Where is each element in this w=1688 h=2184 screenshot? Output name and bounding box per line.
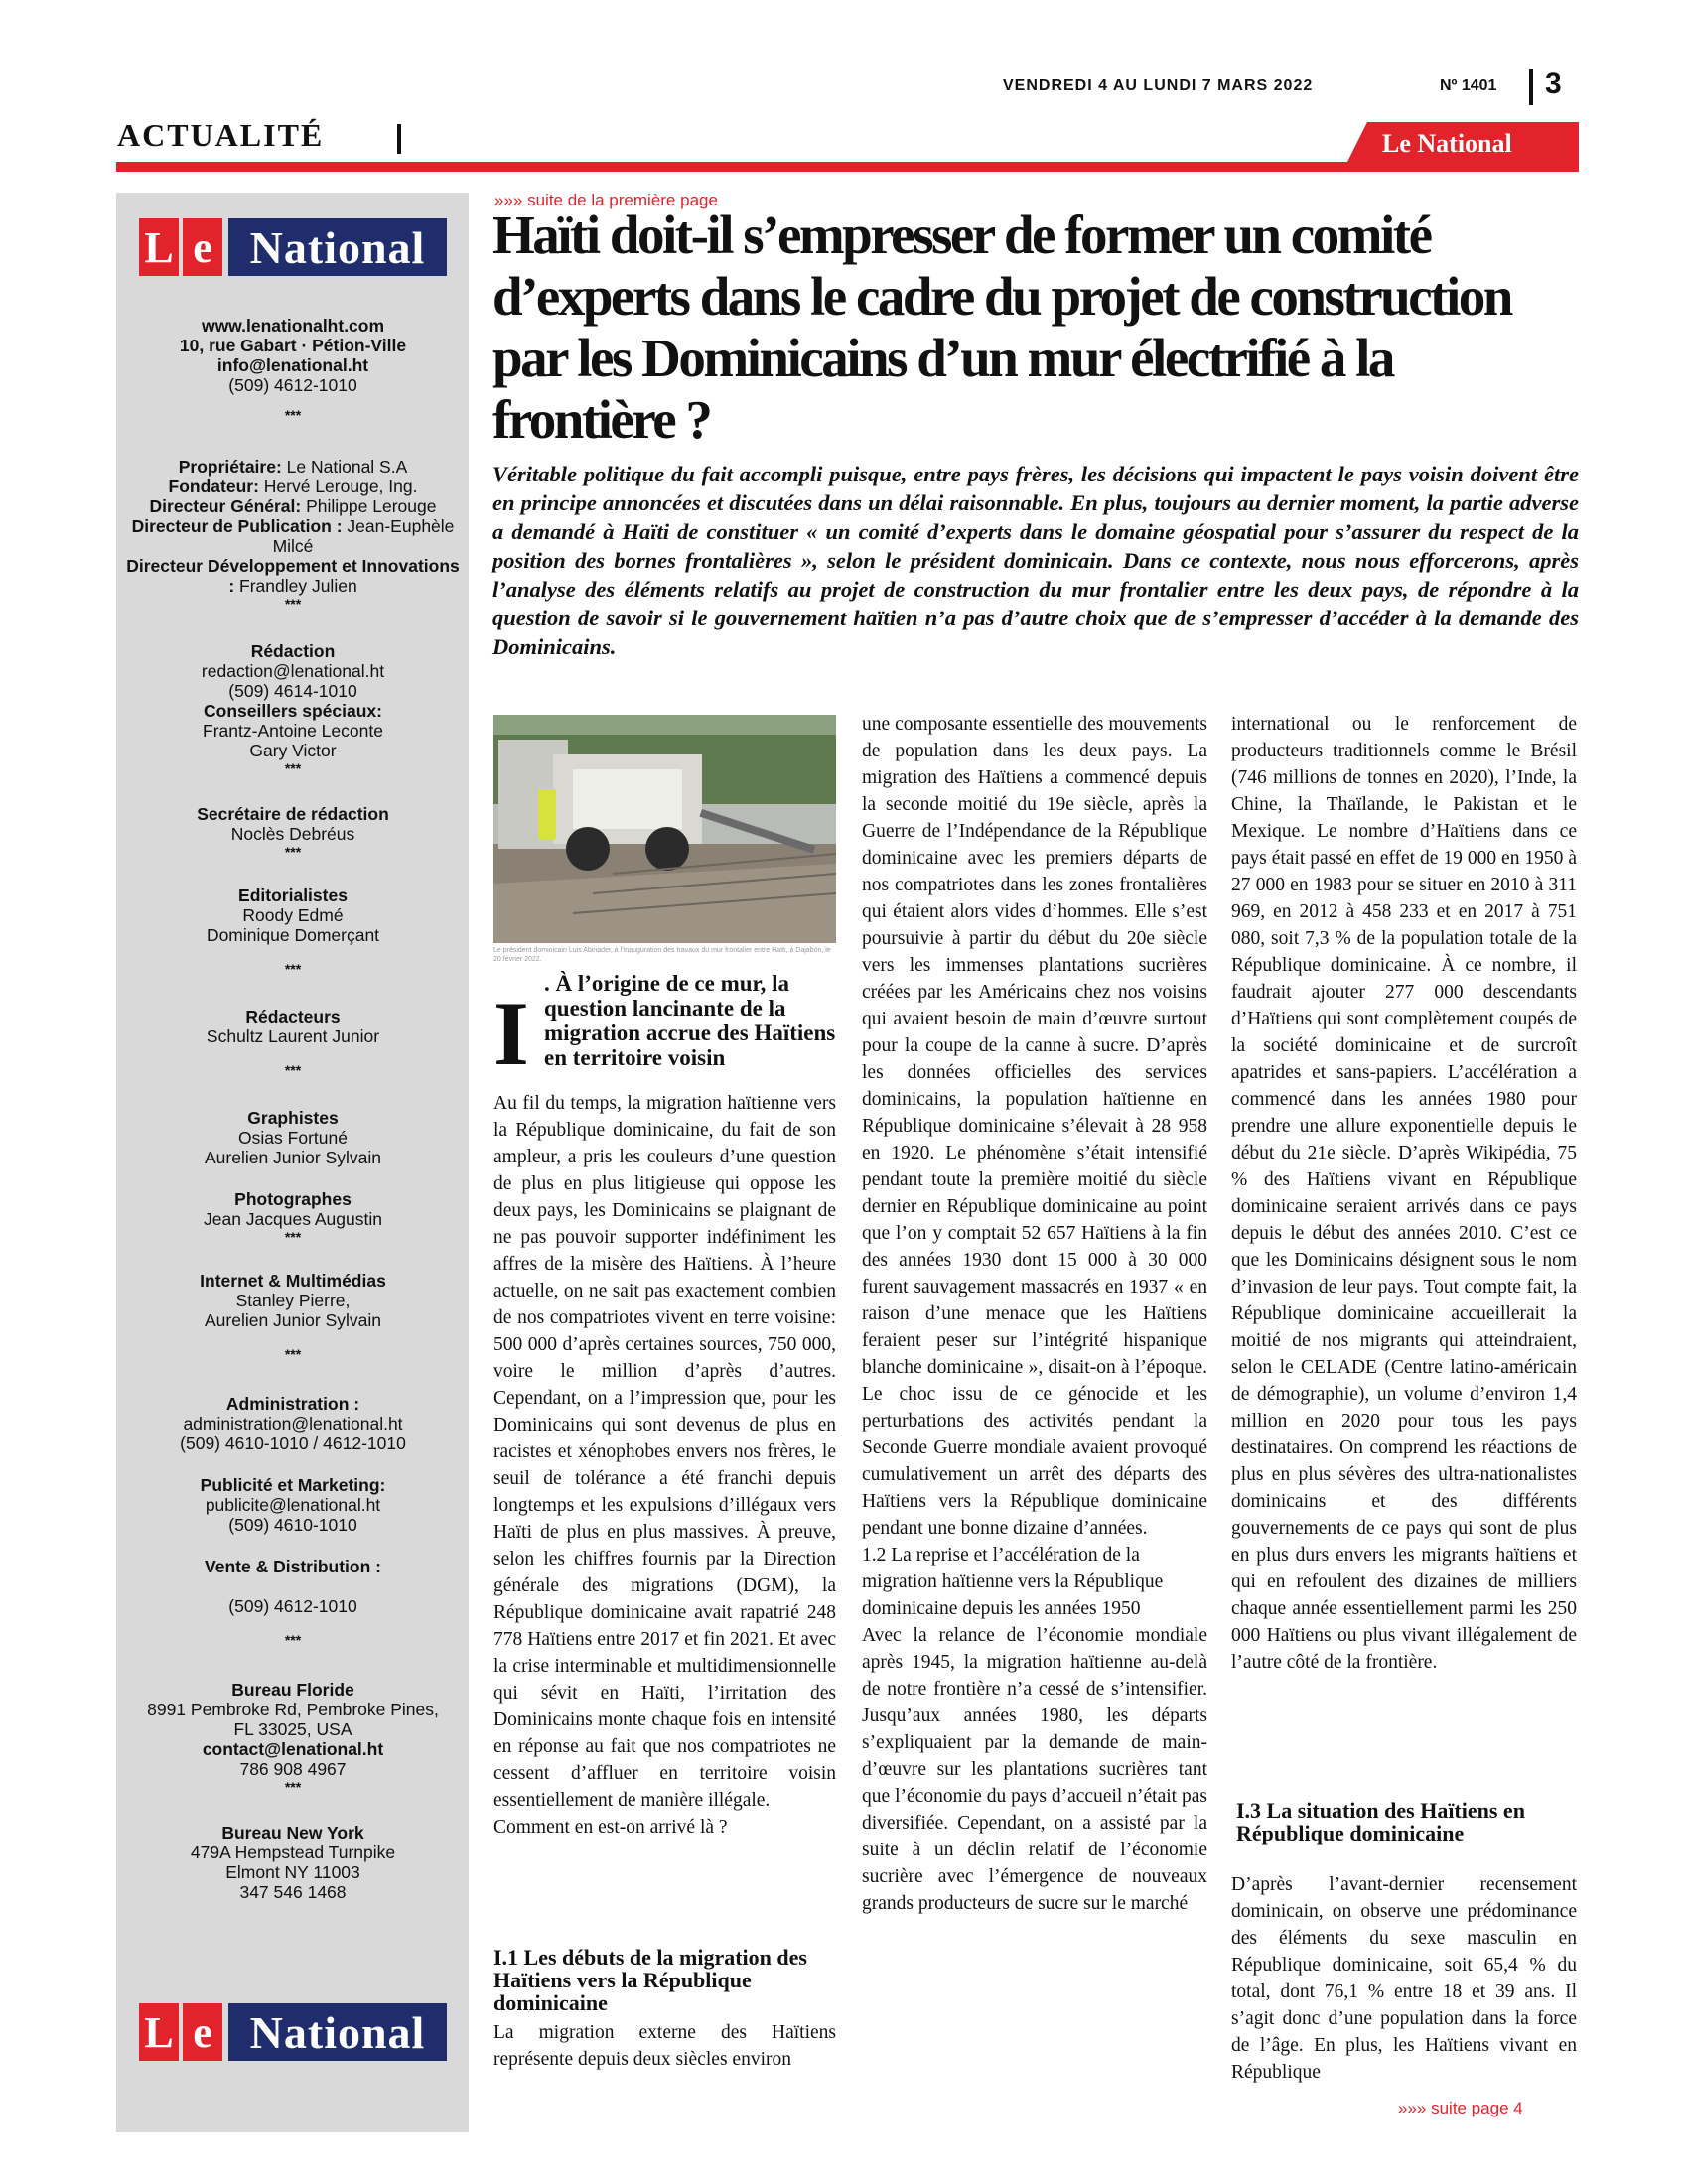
editorialistes-label: Editorialistes [238,886,348,905]
logo-letter-l: L [139,218,179,276]
separator: *** [284,1229,302,1245]
article-photo [493,715,836,943]
ny-address: Elmont NY 11003 [225,1862,360,1882]
administration-phone: (509) 4610-1010 / 4612-1010 [180,1433,406,1453]
ny-phone: 347 546 1468 [239,1882,347,1902]
separator: *** [284,961,302,977]
editorialiste-name: Dominique Domerçant [206,925,380,945]
fondateur-label: Fondateur: [168,477,259,496]
ny-label: Bureau New York [221,1823,364,1843]
photographes-label: Photographes [234,1189,352,1209]
staff-block [124,457,462,612]
website-url: www.lenationalht.com [201,316,385,336]
graphiste-name: Osias Fortuné [238,1128,348,1148]
redacteur-name: Schultz Laurent Junior [206,1026,380,1046]
page-number: 3 [1545,68,1562,100]
graphiste-name: Aurelien Junior Sylvain [204,1148,381,1167]
ddi-label: Directeur Développement et Innovations : [126,556,460,596]
editorialistes-block [124,886,462,977]
redaction-email: redaction@lenational.ht [201,661,385,681]
logo-letter-l: L [139,2003,179,2061]
subheading-1-2: 1.2 La reprise et l’accélération de la migration haïtienne vers la République dominicaine depuis les années 1950 [862,1545,1164,1619]
article-column-2 [862,711,1207,2041]
publicite-block [124,1475,462,1535]
logo-word-national: National [228,218,447,276]
internet-block [124,1271,462,1362]
paragraph: une composante essentielle des mouvements de population dans les deux pays. La migration des Haïtiens a commencé depuis la seconde moitié du 19e siècle, après la Guerre de l’Indépendance de la République dominicaine avec les premiers départs de nos compatriotes dans les zones frontalières qui étaient alors vides d’hommes. Elle s’est poursuivie à partir du début du 20e siècle vers les immenses plantations sucrières créées par les Américains chez nos voisins qui avaient besoin de main d’œuvre surtout pour la coupe de la canne à sucre. D’après les données officielles des services dominicains, la population haïtienne en République dominicaine s’élevait à 28 958 en 1920. Le phénomène s’était intensifié pendant toute la première moitié du siècle dernier en République dominicaine au point que l’on y comptait 52 657 Haïtiens à la fin des années 1930 dont 15 000 à 30 000 furent sauvagement massacrés en 1937 « en raison d’une menace que les Haïtiens feraient peser sur l’intégrité hispanique blanche dominicaine », disait-on à l’époque. Le choc issu de ce génocide et les perturbations des activités pendant la Seconde Guerre mondiale avaient provoqué cumulativement un arrêt des départs des Haïtiens vers la République dominicaine pendant une bonne dizaine d’années. [862,714,1207,1539]
vente-label: Vente & Distribution : [205,1557,381,1576]
administration-block [124,1394,462,1453]
vente-block [124,1557,462,1648]
floride-email: contact@lenational.ht [202,1739,384,1759]
dp-value: Jean-Euphèle Milcé [272,516,455,556]
address: 10, rue Gabart · Pétion-Ville [179,336,407,355]
floride-address: 8991 Pembroke Rd, Pembroke Pines, [147,1700,439,1719]
bureau-ny-block [124,1823,462,1902]
conseiller-name: Gary Victor [249,741,337,760]
bureau-floride-block [124,1680,462,1795]
subheading-1-1: I.1 Les débuts de la migration des Haïtiens vers la République dominicaine [493,1945,807,2015]
photographe-name: Jean Jacques Augustin [204,1209,382,1229]
redacteurs-block [124,1007,462,1078]
ddi-value: Frandley Julien [234,576,357,596]
secretaire-name: Noclès Debréus [230,824,355,844]
section-heading-i: . À l’origine de ce mur, la question lancinante de la migration accrue des Haïtiens en territoire voisin [544,971,836,1070]
logo-word-national: National [228,2003,447,2061]
publicite-label: Publicité et Marketing: [200,1475,386,1495]
redaction-block [124,641,462,776]
article-headline: Haïti doit-il s’empresser de former un comité d’experts dans le cadre du projet de construction par les Dominicains d’un mur électrifié à la frontière ? [492,205,1511,450]
ny-address: 479A Hempstead Turnpike [190,1843,396,1862]
dg-label: Directeur Général: [149,496,302,516]
paragraph: Avec la relance de l’économie mondiale après 1945, la migration haïtienne au-delà de notre frontière n’a cessé de s’intensifier. Jusqu’aux années 1980, les départs s’expliquaient par la demande de main-d’œuvre sur les plantations sucrières tant que l’économie du pays d’accueil n’était pas diversifiée. Cependant, on a assisté par la suite à un déclin relatif de l’économie sucrière avec l’émergence de nouveaux grands producteurs de sucre sur le marché [862,1625,1207,1914]
redaction-phone: (509) 4614-1010 [228,681,357,701]
separator: *** [284,407,302,423]
logo-letter-e: e [183,218,222,276]
separator: *** [284,596,302,612]
conseillers-label: Conseillers spéciaux: [204,701,382,721]
issue-date: VENDREDI 4 AU LUNDI 7 MARS 2022 [1003,77,1314,94]
article-lead: Véritable politique du fait accompli puisque, entre pays frères, les décisions qui impactent le pays voisin doivent être en principe annoncées et discutées dans un délai raisonnable. En plus, toujours au dernier moment, la partie adverse a demandé à Haïti de constituer « un comité d’experts dans le domaine géospatial pour s’assurer du respect de la position des bornes frontalières », selon le président dominicain. Dans ce contexte, nous nous efforcerons, après l’analyse des éléments relatifs au projet de construction du mur frontalier entre les deux pays, de répondre à la question de savoir si le gouvernement haïtien n’a pas d’autre choix que de s’empresser d’accéder à la demande des Dominicains. [492,462,1579,659]
page-divider [1529,69,1533,105]
paragraph: La migration externe des Haïtiens représente depuis deux siècles environ [493,2022,836,2070]
paragraph: D’après l’avant-dernier recensement dominicain, on observe une prédominance des éléments du sexe masculin en République dominicaine, soit 65,4 % du total, dont 76,1 % entre 18 et 39 ans. Il s’agit donc d’une population dans la force de l’âge. En plus, les Haïtiens vivant en République [1231,1874,1577,2083]
separator: *** [284,844,302,860]
subheading-1-3: I.3 La situation des Haïtiens en République dominicaine [1236,1798,1525,1845]
separator: *** [284,1779,302,1795]
article-column-1 [493,1090,836,1916]
paragraph: Au fil du temps, la migration haïtienne vers la République dominicaine, du fait de son ampleur, a pris les couleurs d’une question de plus en plus litigieuse qui oppose les deux pays, les Dominicains se plaignant de ne pas pouvoir supporter indéfiniment les affres de la misère des Haïtiens. À l’heure actuelle, on ne sait pas exactement combien de nos compatriotes vivent en terre voisine: 500 000 d’après certaines sources, 750 000, voire le million d’après d’autres. Cependant, on a l’impression que, pour les Dominicains qui sont devenus de plus en racistes et xénophobes envers nos frères, le seuil de tolérance a été franchi depuis longtemps et les expulsions d’illégaux vers Haïti de plus en plus massives. À preuve, selon les chiffres fournis par la Direction générale des migrations (DGM), la République dominicaine avait rapatrié 248 778 Haïtiens entre 2017 et fin 2021. Et avec la crise interminable et multidimensionnelle qui sévit en Haïti, l’irritation des Dominicains monte chaque fois en intensité en réponse au fait que nos compatriotes ne cessent d’affluer en territoire voisin essentiellement de manière illégale. [493,1093,836,1811]
separator: *** [284,1062,302,1078]
graphistes-label: Graphistes [247,1108,339,1128]
publicite-email: publicite@lenational.ht [205,1495,381,1515]
conseiller-name: Frantz-Antoine Leconte [203,721,383,741]
section-title: ACTUALITÉ [117,117,325,153]
section-divider [397,124,401,154]
proprietaire-value: Le National S.A [281,457,408,477]
redaction-label: Rédaction [250,641,336,661]
separator: *** [284,760,302,776]
contact-phone: (509) 4612-1010 [228,375,357,395]
paragraph: international ou le renforcement de producteurs traditionnels comme le Brésil (746 millions de tonnes en 2020), l’Inde, la Chine, la Thaïlande, le Pakistan et le Mexique. Le nombre d’Haïtiens dans ce pays était passé en effet de 19 000 en 1950 à 27 000 en 1983 pour se situer en 2010 à 311 969, en 2012 à 458 233 et en 2017 à 751 080, soit 7,3 % de la population totale de la République dominicaine. À ce nombre, il faudrait ajouter 277 000 descendants d’Haïtiens qui sont complètement coupés de la société dominicaine et de surcroît apatrides et sans-papiers. L’accélération a commencé dans les années 1980 pour prendre une allure exponentielle depuis le début du 21e siècle. D’après Wikipédia, 75 % des Haïtiens vivant en République dominicaine seraient arrivés dans ce pays depuis le début des années 2010. C’est ce que les Dominicains désignent sous le nom d’invasion de leur pays. Tout compte fait, la République dominicaine accueillerait la moitié de nos migrants qui atteindraient, selon le CELADE (Centre latino-américain de démographie), un volume d’environ 1,4 million en 2020 pour tous les pays destinataires. On comprend les réactions de plus en plus sévères des ultra-nationalistes dominicains et des différents gouvernements de ce pays qui sont de plus en plus durs envers les migrants haïtiens et qui en refoulent des dizaines de milliers chaque année essentiellement parmi les 250 000 Haïtiens ou plus vivant illégalement de l’autre côté de la frontière. [1231,714,1577,1673]
dp-label: Directeur de Publication : [131,516,343,536]
internet-name: Aurelien Junior Sylvain [204,1310,381,1330]
internet-name: Stanley Pierre, [235,1291,351,1310]
logo-letter-e: e [183,2003,222,2061]
article-column-3 [1231,711,1577,1788]
drop-cap: I [493,983,529,1084]
administration-label: Administration : [225,1394,360,1414]
masthead-tab-label: Le National [1382,129,1512,158]
continued-from-kicker: »»» suite de la première page [494,191,718,209]
separator: *** [284,1632,302,1648]
separator: *** [284,1346,302,1362]
dg-value: Philippe Lerouge [301,496,437,516]
floride-address: FL 33025, USA [233,1719,352,1739]
publicite-phone: (509) 4610-1010 [228,1515,357,1535]
issue-number: Nº 1401 [1440,77,1497,94]
paragraph: Comment en est-on arrivé là ? [493,1817,728,1838]
vente-phone: (509) 4612-1010 [228,1596,357,1616]
photo-caption: Le président dominicain Luis Abinader, à l’inauguration des travaux du mur frontalier entre Haïti, à Dajabón, le 20 février 2022. [493,947,831,963]
contact-email: info@lenational.ht [216,355,369,375]
editorialiste-name: Roody Edmé [242,905,344,925]
proprietaire-label: Propriétaire: [178,457,282,477]
internet-label: Internet & Multimédias [200,1271,386,1291]
secretaire-label: Secrétaire de rédaction [197,804,389,824]
floride-label: Bureau Floride [231,1680,354,1700]
le-national-logo-bottom [139,2003,447,2061]
construction-site-photo [493,715,836,943]
le-national-logo-top [139,218,447,276]
fondateur-value: Hervé Lerouge, Ing. [258,477,418,496]
continued-on-link[interactable]: »»» suite page 4 [1398,2099,1523,2117]
floride-phone: 786 908 4967 [239,1759,347,1779]
photographes-block [124,1189,462,1245]
redacteurs-label: Rédacteurs [245,1007,341,1026]
administration-email: administration@lenational.ht [183,1414,403,1433]
graphistes-block [124,1108,462,1167]
contact-block [124,316,462,423]
secretaire-block [124,804,462,860]
